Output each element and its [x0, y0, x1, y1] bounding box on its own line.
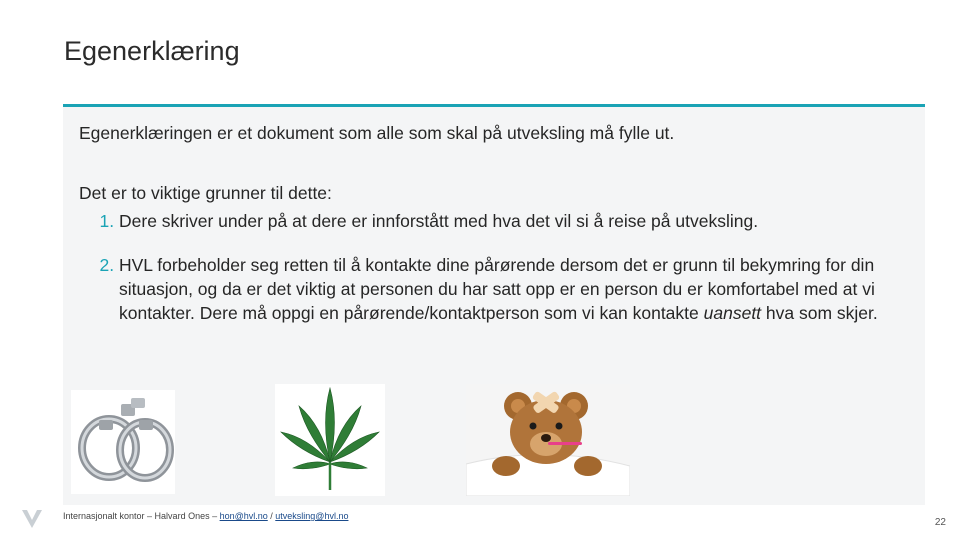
footer-separator: /	[267, 511, 276, 521]
reason-2-emphasis: uansett	[703, 303, 762, 323]
footer-email-link-2[interactable]: utveksling@hvl.no	[275, 511, 349, 521]
reason-item-2	[119, 253, 909, 325]
reason-1-text: Dere skriver under på at dere er innforstått med hva det vil si å reise på utveksling.	[119, 211, 759, 231]
reason-2-text-end: hva som skjer.	[761, 303, 878, 323]
page-number: 22	[934, 517, 946, 528]
reason-2-text: HVL forbeholder seg retten til å kontakte dine pårørende dersom det er grunn til bekymring for din situasjon, og da er det viktig at personen du har satt opp er en person du er komfortabel med at vi kontakter. Dere må oppgi en pårørende/kontaktperson som vi kan kontakte	[119, 255, 875, 323]
hvl-logo-icon	[20, 508, 44, 530]
footer-text	[63, 511, 348, 521]
cannabis-leaf-image	[275, 384, 385, 496]
reasons-list	[79, 209, 909, 325]
footer-email-link-1[interactable]: hon@hvl.no	[219, 511, 268, 521]
sick-teddy-bear-image	[466, 384, 630, 496]
handcuffs-image	[71, 390, 175, 494]
reasons-heading: Det er to viktige grunner til dette:	[79, 183, 332, 203]
reason-item-1	[119, 209, 909, 233]
footer-label: Internasjonalt kontor – Halvard Ones –	[63, 511, 220, 521]
slide-title: Egenerklæring	[64, 36, 240, 66]
slide-content	[79, 121, 909, 325]
intro-paragraph: Egenerklæringen er et dokument som alle som skal på utveksling må fylle ut.	[79, 123, 675, 143]
